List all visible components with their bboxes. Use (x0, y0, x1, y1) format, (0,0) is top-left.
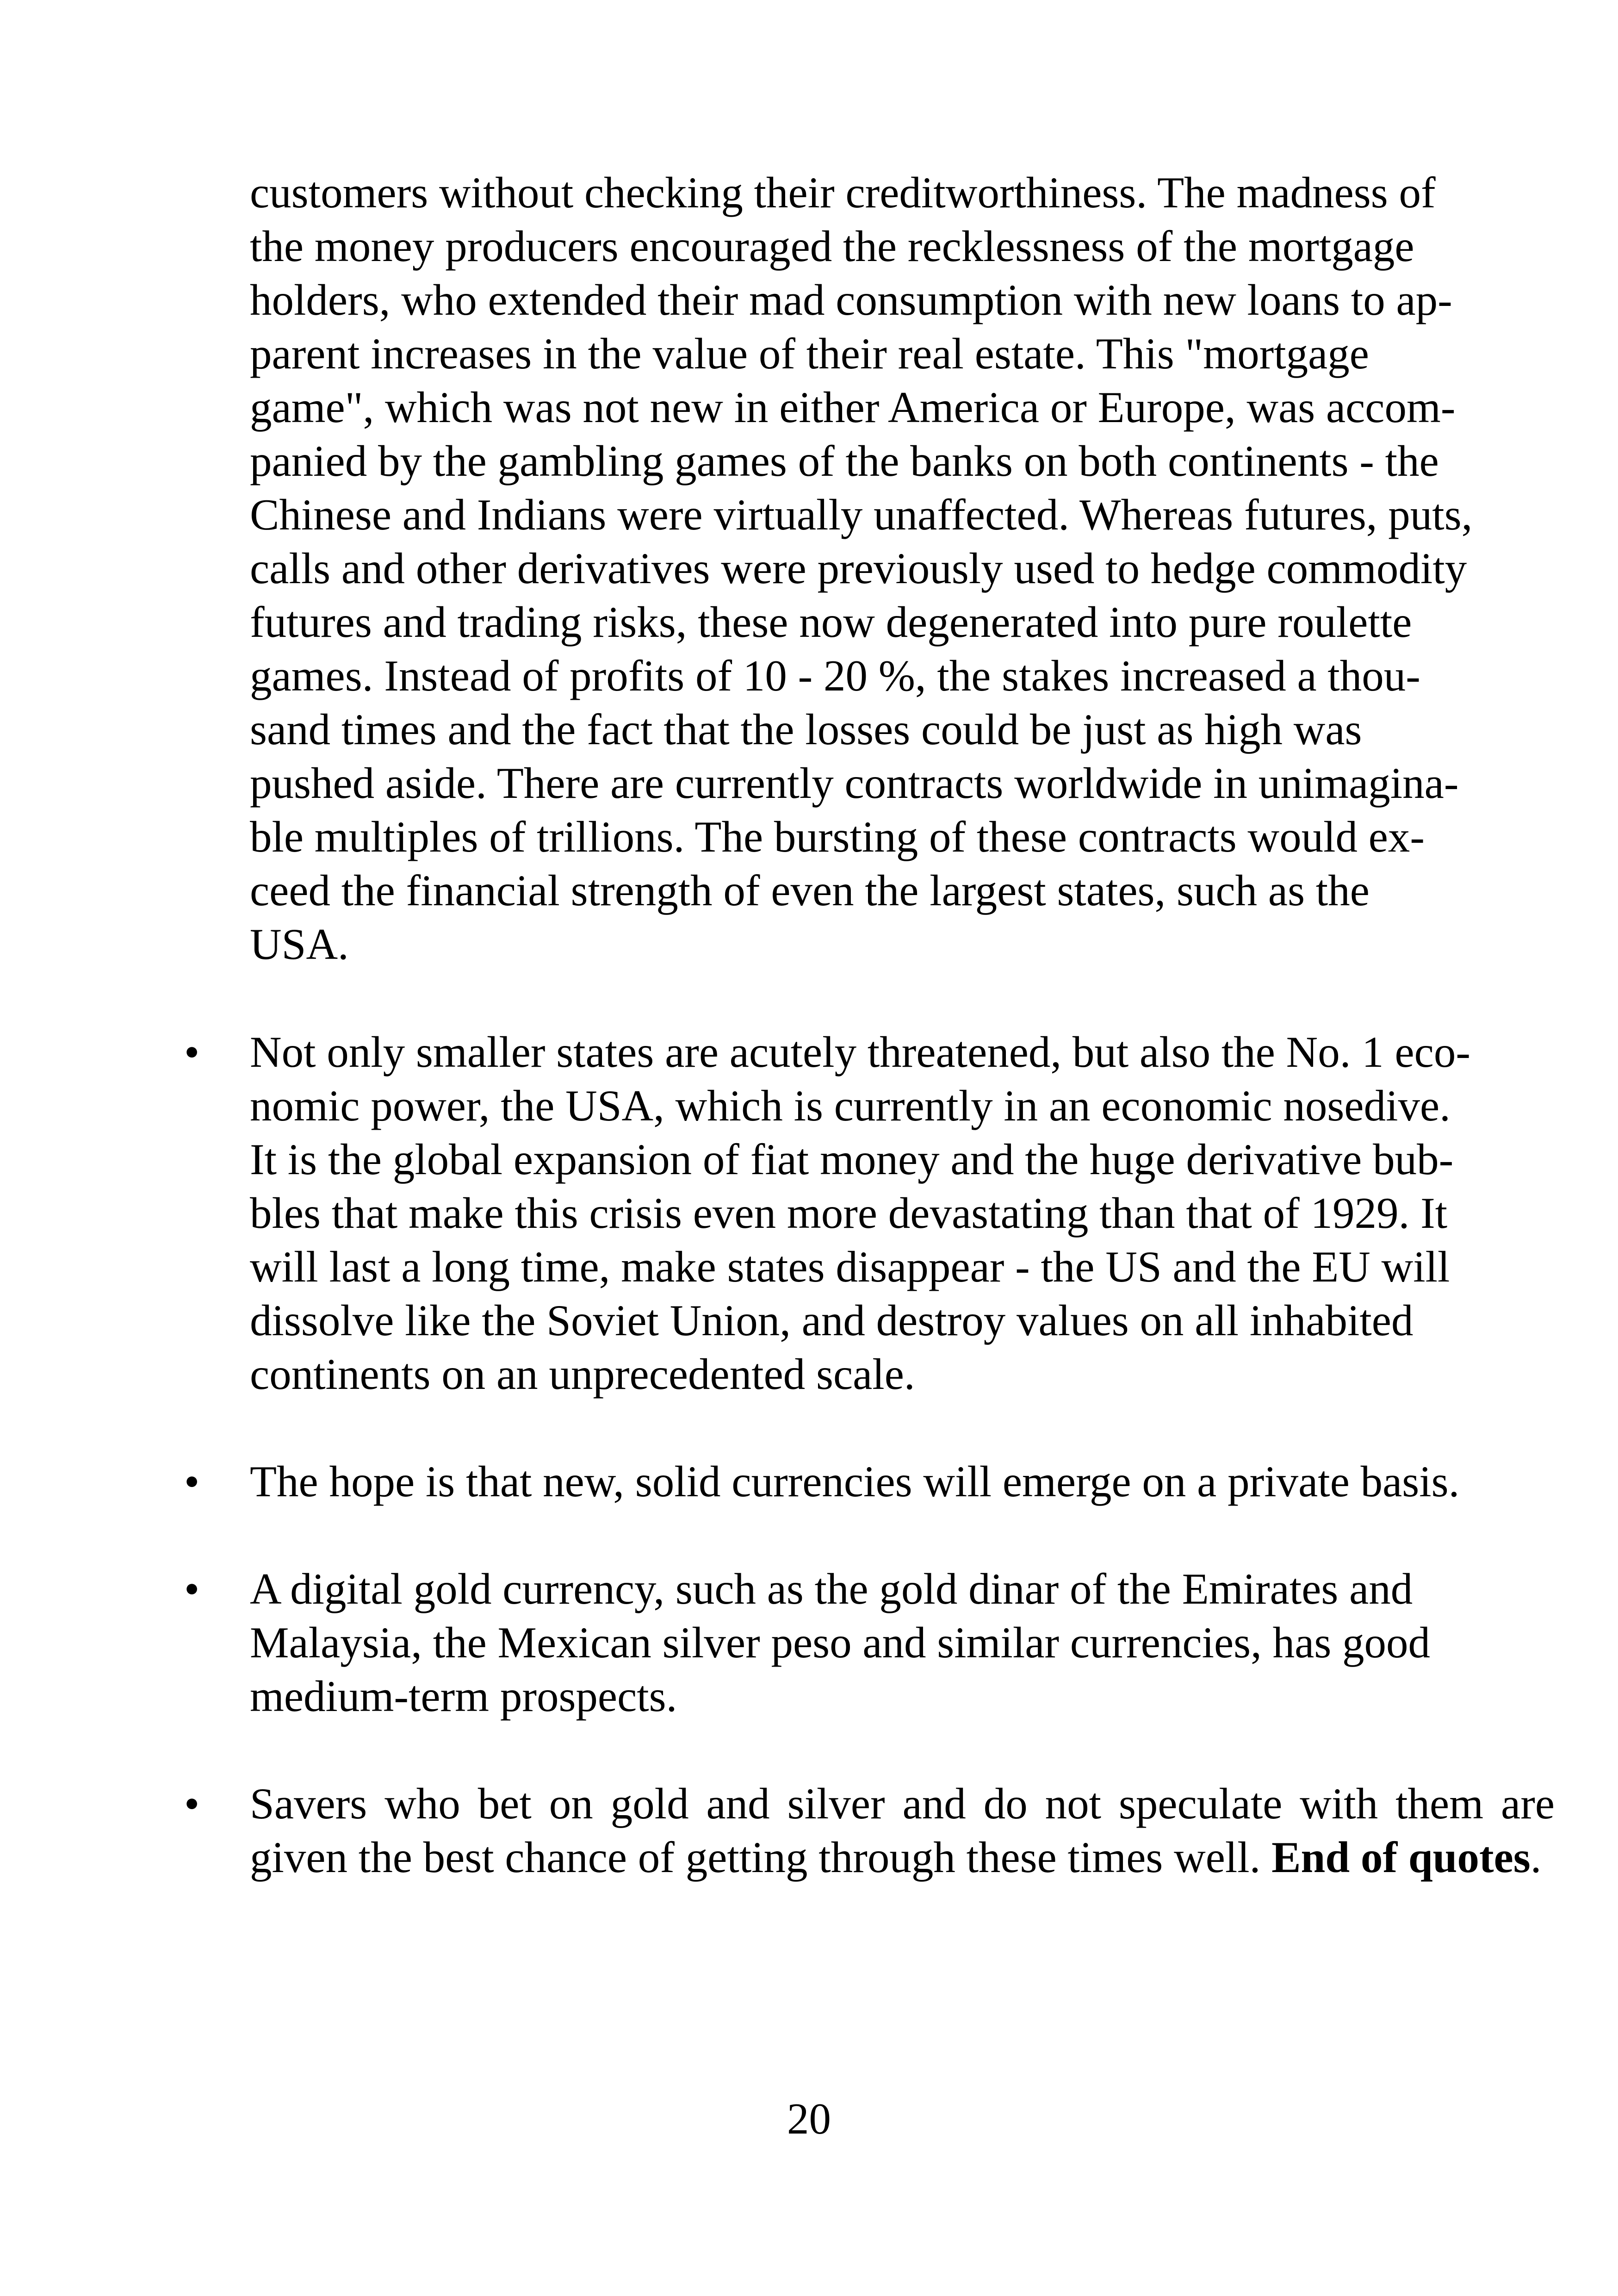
bullet-line: bles that make this crisis even more devastating than that of 1929. It (250, 1188, 1448, 1238)
bullet-item (184, 1455, 1555, 1508)
bullet-line: medium-term prospects. (250, 1672, 677, 1721)
paragraph-line: futures and trading risks, these now degenerated into pure roulette (250, 597, 1412, 647)
paragraph-line: panied by the gambling games of the banks on both continents - the (250, 436, 1439, 485)
bullet-item (184, 1025, 1555, 1401)
paragraph-line: parent increases in the value of their real estate. This "mortgage (250, 329, 1369, 378)
body-paragraph (250, 166, 1555, 971)
bullet-icon: • (184, 1779, 200, 1828)
bullet-line: Malaysia, the Mexican silver peso and similar currencies, has good (250, 1618, 1431, 1667)
bullet-text (250, 1777, 1555, 1884)
paragraph-line: holders, who extended their mad consumption with new loans to ap- (250, 275, 1452, 324)
bullet-icon: • (184, 1457, 200, 1506)
bullet-item (184, 1777, 1555, 1884)
bullet-text (250, 1455, 1555, 1508)
page-body (184, 166, 1555, 1884)
paragraph-line: USA. (250, 920, 349, 969)
page-number: 20 (787, 2094, 831, 2143)
bullet-line: A digital gold currency, such as the gold dinar of the Emirates and (250, 1564, 1413, 1613)
bullet-line: dissolve like the Soviet Union, and destroy values on all inhabited (250, 1296, 1413, 1345)
bullet-icon: • (184, 1564, 200, 1613)
paragraph-line: sand times and the fact that the losses could be just as high was (250, 705, 1362, 754)
bullet-line: will last a long time, make states disappear - the US and the EU will (250, 1242, 1450, 1291)
paragraph-line: Chinese and Indians were virtually unaffected. Whereas futures, puts, (250, 490, 1473, 539)
paragraph-line: pushed aside. There are currently contracts worldwide in unimagina- (250, 759, 1459, 808)
bullet-text (250, 1562, 1555, 1723)
bullet-line: Not only smaller states are acutely threatened, but also the No. 1 eco- (250, 1027, 1470, 1076)
paragraph-line: games. Instead of profits of 10 - 20 %, the stakes increased a thou- (250, 651, 1420, 700)
bullet-item (184, 1562, 1555, 1723)
closing-period: . (1530, 1833, 1542, 1882)
end-of-quotes: End of quotes (1271, 1833, 1531, 1882)
paragraph-line: calls and other derivatives were previously used to hedge commodity (250, 544, 1467, 593)
bullet-line: The hope is that new, solid currencies will emerge on a private basis. (250, 1457, 1460, 1506)
bullet-line: It is the global expansion of fiat money and the huge derivative bub- (250, 1135, 1454, 1184)
paragraph-line: game", which was not new in either America or Europe, was accom- (250, 383, 1456, 432)
paragraph-line: ble multiples of trillions. The bursting of these contracts would ex- (250, 812, 1425, 861)
paragraph-line: the money producers encouraged the recklessness of the mortgage (250, 222, 1414, 271)
bullet-line: continents on an unprecedented scale. (250, 1350, 915, 1399)
bullet-line: nomic power, the USA, which is currently in an economic nosedive. (250, 1081, 1451, 1130)
bullet-icon: • (184, 1027, 200, 1076)
bullet-text (250, 1025, 1555, 1401)
paragraph-line: ceed the financial strength of even the largest states, such as the (250, 866, 1370, 915)
bullet-sentence: Savers who bet on gold and silver and do not speculate with them are given the best chance of getting through these times well. (250, 1779, 1555, 1882)
paragraph-line: customers without checking their creditworthiness. The madness of (250, 168, 1436, 217)
bullet-list (184, 1025, 1555, 1884)
